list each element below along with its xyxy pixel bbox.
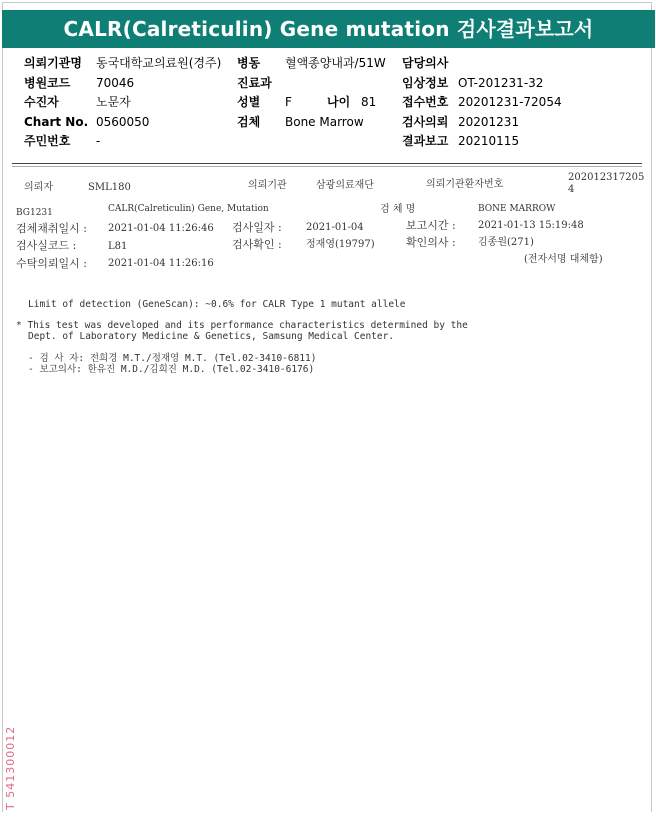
ward-value: 혈액종양내과/51W: [285, 56, 386, 70]
requester-label: 의뢰자: [24, 182, 53, 193]
agency-patient-no-value-2: 4: [568, 184, 575, 195]
confirm-doctor-label: 확인의사 :: [406, 236, 456, 249]
clinical-info-value: OT-201231-32: [458, 76, 544, 90]
reporter-line: - 보고의사: 한유진 M.D./김희진 M.D. (Tel.02-3410-6176): [28, 364, 315, 375]
result-report-label: 결과보고: [402, 134, 449, 148]
ward-label: 병동: [237, 56, 261, 70]
note-line-2: Dept. of Laboratory Medicine & Genetics, Samsung Medical Center.: [28, 331, 395, 342]
test-request-value: 20201231: [458, 115, 520, 129]
attending-doctor-label: 담당의사: [402, 56, 449, 70]
collected-label: 검체채취일시 :: [16, 222, 87, 235]
test-confirm-value: 정재영(19797): [306, 239, 375, 250]
header-divider-inner: [12, 166, 642, 167]
side-code: T 541300012: [4, 725, 17, 810]
tester-line: - 검 사 자: 전희경 M.T./정재영 M.T. (Tel.02-3410-6811): [28, 353, 317, 364]
limit-of-detection: Limit of detection (GeneScan): ~0.6% for CALR Type 1 mutant allele: [28, 299, 406, 310]
test-name: CALR(Calreticulin) Gene, Mutation: [108, 204, 269, 214]
agency-label: 의뢰기관: [248, 180, 287, 191]
receipt-no-label: 접수번호: [402, 95, 449, 109]
clinical-info-label: 임상정보: [402, 76, 449, 90]
collected-value: 2021-01-04 11:26:46: [108, 223, 214, 234]
resident-no-value: -: [96, 134, 101, 148]
requesting-institution-label: 의뢰기관명: [24, 56, 82, 70]
e-sign-note: (전자서명 대체함): [524, 254, 603, 265]
agency-patient-no-value-1: 202012317205: [568, 172, 645, 183]
test-confirm-label: 검사확인 :: [232, 238, 282, 251]
specimen-name-value: BONE MARROW: [478, 204, 556, 214]
report-time-value: 2021-01-13 15:19:48: [478, 220, 584, 231]
header-divider: [12, 163, 642, 164]
age-value: 81: [361, 95, 377, 109]
hospital-code-label: 병원코드: [24, 76, 71, 90]
chart-no-label: Chart No.: [24, 115, 89, 129]
specimen-name-label: 검 체 명: [380, 204, 416, 215]
agency-patient-no-label: 의뢰기관환자번호: [426, 179, 504, 190]
lab-code-value: L81: [108, 241, 128, 252]
report-title: CALR(Calreticulin) Gene mutation 검사결과보고서: [2, 10, 655, 48]
age-label: 나이: [327, 95, 351, 109]
test-code: BG1231: [16, 208, 53, 218]
agency-value: 삼광의료재단: [316, 180, 374, 191]
sex-label: 성별: [237, 95, 261, 109]
patient-name-label: 수진자: [24, 95, 59, 109]
chart-no-value: 0560050: [96, 115, 150, 129]
lab-code-label: 검사실코드 :: [16, 239, 77, 252]
test-date-value: 2021-01-04: [306, 222, 364, 233]
received-value: 2021-01-04 11:26:16: [108, 258, 214, 269]
result-report-value: 20210115: [458, 134, 520, 148]
requesting-institution-value: 동국대학교의료원(경주): [96, 56, 222, 70]
resident-no-label: 주민번호: [24, 134, 71, 148]
report-time-label: 보고시간 :: [406, 219, 456, 232]
patient-name-value: 노문자: [96, 95, 131, 109]
confirm-doctor-value: 김종원(271): [478, 237, 534, 248]
requester-value: SML180: [88, 182, 131, 193]
requesting-institution-row: [24, 56, 82, 71]
specimen-value: Bone Marrow: [285, 115, 364, 129]
test-request-label: 검사의뢰: [402, 115, 449, 129]
department-label: 진료과: [237, 76, 272, 90]
receipt-no-value: 20201231-72054: [458, 95, 562, 109]
received-label: 수탁의뢰일시 :: [16, 257, 87, 270]
note-line-1: * This test was developed and its performance characteristics determined by the: [16, 320, 468, 331]
test-date-label: 검사일자 :: [232, 221, 282, 234]
specimen-label: 검체: [237, 115, 261, 129]
sex-value: F: [285, 95, 292, 109]
hospital-code-value: 70046: [96, 76, 135, 90]
